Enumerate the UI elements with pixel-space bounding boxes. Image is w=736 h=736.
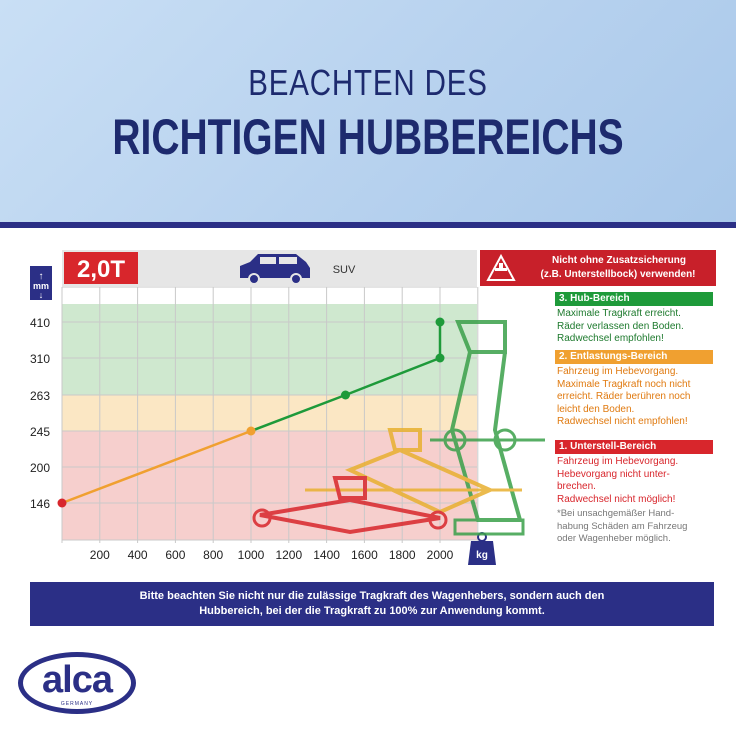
data-point	[58, 499, 67, 508]
zone-panel-title: 3. Hub-Bereich	[555, 292, 713, 306]
header-banner	[0, 0, 736, 222]
data-point	[341, 391, 350, 400]
footnote-line: *Bei unsachgemäßer Hand-	[557, 508, 675, 519]
svg-text:↓: ↓	[38, 290, 44, 300]
x-tick-label: 600	[165, 548, 186, 562]
zone-panel-line: brechen.	[557, 481, 596, 492]
warning-box	[480, 250, 716, 286]
info-note-line-2: Hubbereich, bei der die Tragkraft zu 100% zur Anwendung kommt.	[199, 605, 545, 617]
x-tick-label: 1200	[275, 548, 303, 562]
zone-panel-title: 1. Unterstell-Bereich	[555, 440, 713, 454]
y-tick-label: 200	[29, 461, 51, 475]
x-tick-label: 1000	[237, 548, 265, 562]
data-point	[247, 427, 256, 436]
info-note-line-1: Bitte beachten Sie nicht nur die zulässige Tragkraft des Wagenhebers, sondern auch den	[139, 590, 605, 602]
alca-logo	[18, 652, 136, 714]
zone-panel-line: Maximale Tragkraft erreicht.	[557, 308, 681, 319]
warning-triangle-icon	[486, 253, 516, 283]
y-tick-label: 263	[29, 389, 51, 403]
zone-panel-line: Maximale Tragkraft noch nicht	[557, 378, 691, 390]
capacity-label: 2,0T	[76, 256, 126, 283]
zone-panel-title: 2. Entlastungs-Bereich	[555, 350, 713, 364]
y-tick-label: 146	[29, 497, 51, 511]
x-unit-label: kg	[476, 550, 488, 561]
zone-panel-line: erreicht. Räder berühren noch	[557, 391, 691, 402]
zone-panel-line: leicht den Boden.	[557, 403, 635, 415]
y-unit-label: mm	[32, 281, 50, 291]
warning-line-1: Nicht ohne Zusatzsicherung	[552, 255, 686, 266]
mm-unit-icon	[30, 266, 52, 300]
logo-wordmark: alca	[42, 659, 112, 701]
title-line-1: BEACHTEN DES	[248, 62, 488, 103]
zone-panel-text	[557, 308, 715, 346]
zone-panel-line: Fahrzeug im Hebevorgang.	[557, 366, 679, 377]
x-tick-label: 200	[89, 548, 110, 562]
data-point	[436, 318, 445, 327]
x-tick-label: 800	[203, 548, 224, 562]
footnote-line: oder Wagenheber möglich.	[557, 533, 671, 544]
zone-panel-line: Radwechsel empfohlen!	[557, 333, 664, 344]
title-line-2: RICHTIGEN HUBBEREICHS	[112, 109, 624, 165]
zone-panel-line: Räder verlassen den Boden.	[557, 320, 684, 332]
x-tick-label: 1800	[388, 548, 416, 562]
footnote	[557, 508, 715, 546]
svg-text:↑: ↑	[38, 271, 44, 282]
zone-panel-line: Radwechsel nicht möglich!	[557, 493, 676, 505]
x-tick-label: 1600	[351, 548, 378, 562]
zone-panel-line: Hebevorgang nicht unter-	[557, 468, 670, 480]
zone-band	[62, 395, 477, 431]
y-tick-label: 410	[29, 316, 51, 330]
data-point	[436, 354, 445, 363]
footnote-line: habung Schäden am Fahrzeug	[557, 520, 688, 532]
zone-panel-text	[557, 366, 715, 429]
zone-panel-line: Radwechsel nicht empfohlen!	[557, 416, 688, 427]
zone-band	[62, 304, 477, 395]
zone-panel-line: Fahrzeug im Hebevorgang.	[557, 456, 679, 467]
x-tick-label: 1400	[313, 548, 340, 562]
y-tick-label: 245	[29, 425, 51, 439]
x-tick-label: 2000	[426, 548, 454, 562]
zone-panel-text	[557, 456, 715, 506]
y-tick-label: 310	[29, 352, 51, 366]
vehicle-label: SUV	[332, 264, 356, 276]
warning-line-2: (z.B. Unterstellbock) verwenden!	[540, 269, 696, 280]
info-note	[30, 582, 714, 626]
logo-subtitle: GERMANY	[60, 701, 94, 707]
x-tick-label: 400	[127, 548, 148, 562]
